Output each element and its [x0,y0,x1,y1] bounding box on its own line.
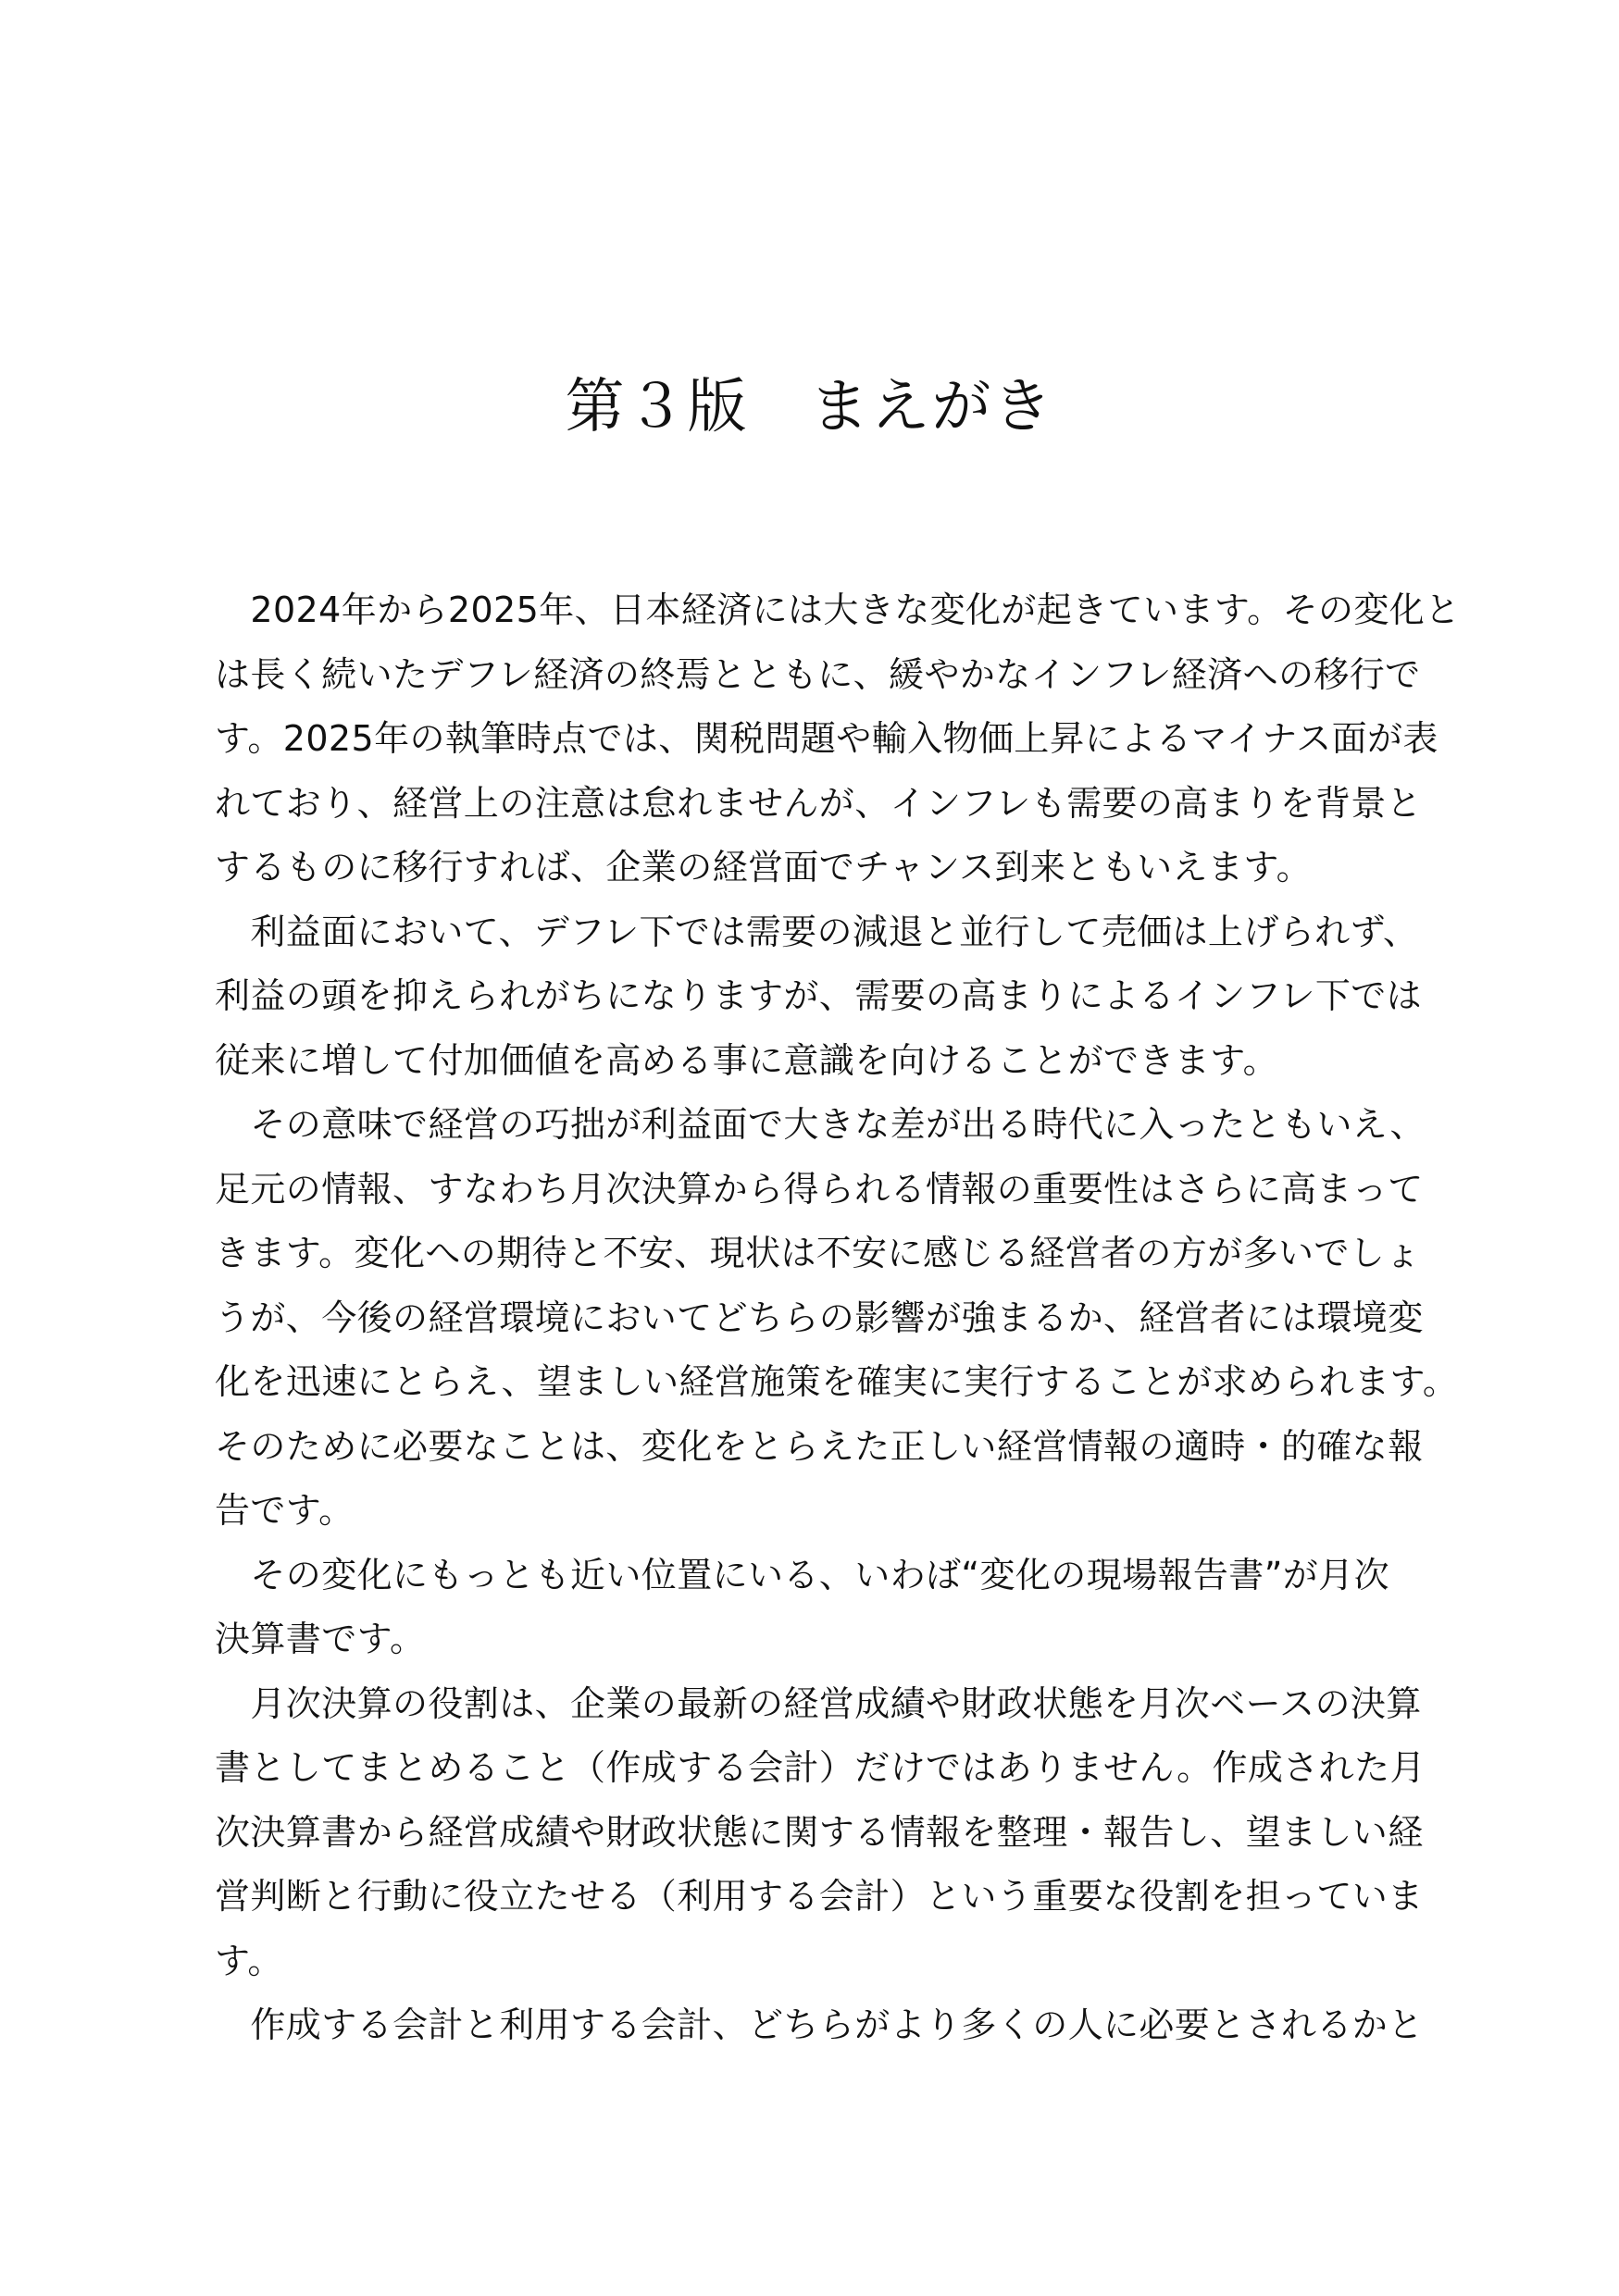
text-line: 足元の情報、すなわち月次決算から得られる情報の重要性はさらに高まって [215,1168,1424,1210]
text-line: す。 [215,1940,283,1981]
text-line: 作成する会計と利用する会計、どちらがより多くの人に必要とされるかと [215,2004,1424,2045]
text-line: 化を迅速にとらえ、望ましい経営施策を確実に実行することが求められます。 [215,1361,1459,1402]
text-line: れており、経営上の注意は怠れませんが、インフレも需要の高まりを背景と [215,782,1423,824]
text-line: す。2025年の執筆時点では、関税問題や輸入物価上昇によるマイナス面が表 [215,718,1438,759]
text-line: 利益面において、デフレ下では需要の減退と並行して売価は上げられず、 [215,911,1419,952]
text-line: うが、今後の経営環境においてどちらの影響が強まるか、経営者には環境変 [215,1297,1424,1338]
text-line: するものに移行すれば、企業の経営面でチャンス到来ともいえます。 [215,847,1313,887]
text-line: 告です。 [215,1490,355,1531]
text-line: その変化にもっとも近い位置にいる、いわば“変化の現場報告書”が月次 [215,1554,1389,1595]
text-line: そのために必要なことは、変化をとらえた正しい経営情報の適時・的確な報 [215,1425,1424,1467]
text-line: 営判断と行動に役立たせる（利用する会計）という重要な役割を担っていま [215,1876,1424,1917]
text-line: 書としてまとめること（作成する会計）だけではありません。作成された月 [215,1747,1426,1788]
text-line: 決算書です。 [215,1619,426,1659]
text-line: 利益の頭を抑えられがちになりますが、需要の高まりによるインフレ下では [215,975,1423,1016]
text-line: 2024年から2025年、日本経済には大きな変化が起きています。その変化と [215,590,1461,630]
page-title: 第３版 まえがき [565,373,1054,441]
text-line: は長く続いたデフレ経済の終焉とともに、緩やかなインフレ経済への移行で [215,653,1421,695]
text-line: 月次決算の役割は、企業の最新の経営成績や財政状態を月次ベースの決算 [215,1682,1422,1724]
text-line: 次決算書から経営成績や財政状態に関する情報を整理・報告し、望ましい経 [215,1811,1424,1853]
text-line: 従来に増して付加価値を高める事に意識を向けることができます。 [215,1039,1278,1081]
body-text [215,578,1461,2058]
text-line: きます。変化への期待と不安、現状は不安に感じる経営者の方が多いでしょ [215,1233,1421,1273]
text-line: その意味で経営の巧拙が利益面で大きな差が出る時代に入ったともいえ、 [215,1104,1426,1145]
